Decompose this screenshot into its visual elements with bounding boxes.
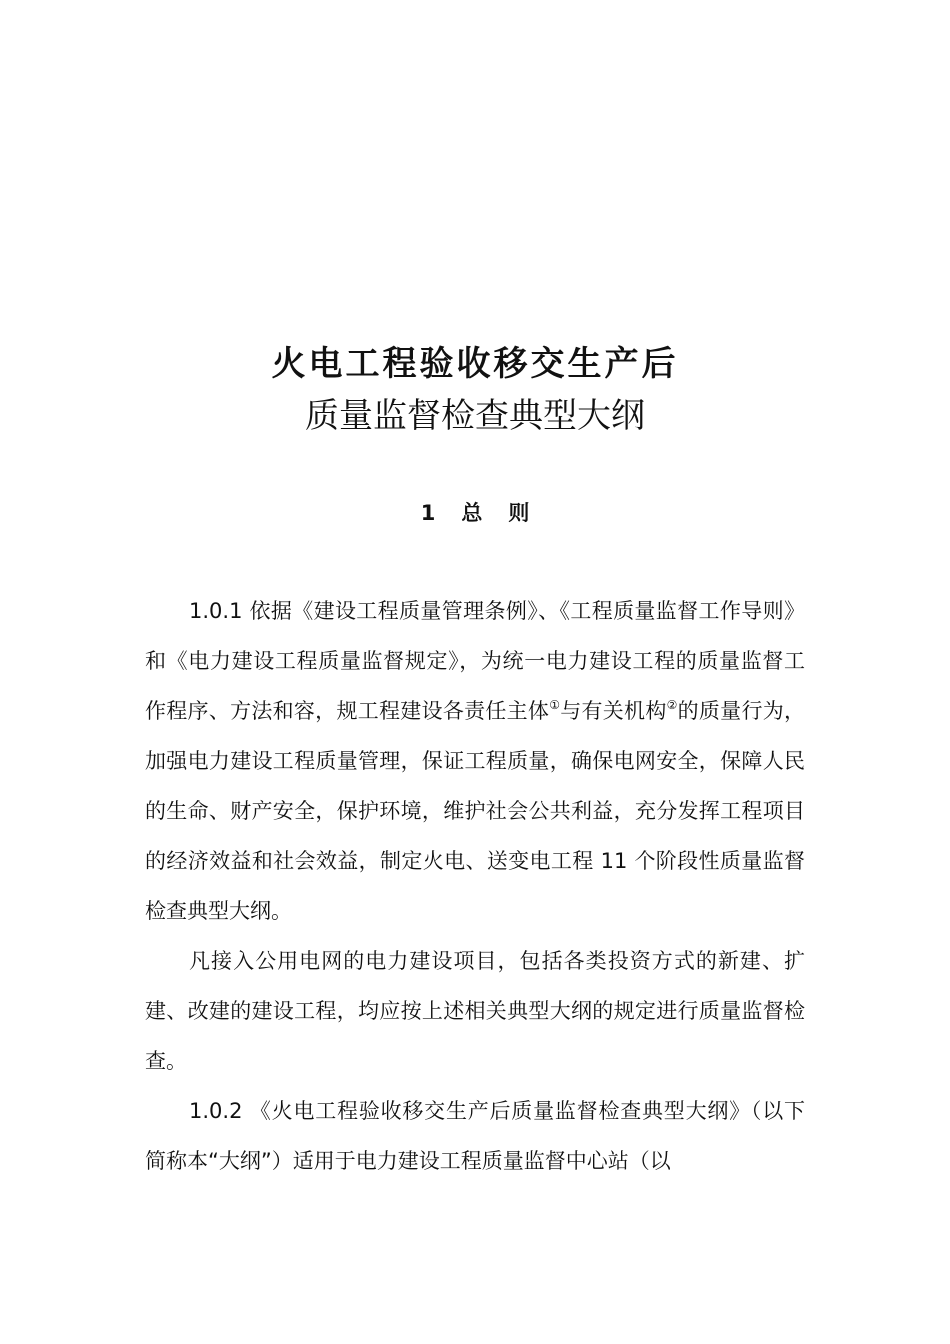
section-number: 1 [420, 501, 436, 525]
paragraph-text: 的质量行为，加强电力建设工程质量管理，保证工程质量，确保电网安全，保障人民的生命、财产安全，保护环境，维护社会公共利益，充分发挥工程项目的经济效益和社会效益，制定火电、送变电工程 11 个阶段性质量监督检查典型大纲。 [145, 699, 806, 923]
paragraph-1-0-1 [145, 586, 805, 936]
paragraph-text: 1.0.1 依据《建设工程质量管理条例》、《工程质量监督工作导则》和《电力建设工程质量监督规定》，为统一电力建设工程的质量监督工作程序、方法和容，规工程建设各责任主体 [145, 599, 805, 723]
document-title: 火电工程验收移交生产后 [271, 344, 679, 384]
section-word-2: 则 [508, 501, 530, 525]
footnote-ref-1[interactable]: ① [549, 698, 561, 712]
section-word-1: 总 [461, 501, 483, 525]
paragraph-scope: 凡接入公用电网的电力建设项目，包括各类投资方式的新建、扩建、改建的建设工程，均应按上述相关典型大纲的规定进行质量监督检查。 [145, 949, 805, 1073]
footnote-ref-2[interactable]: ② [666, 698, 678, 712]
body-text [145, 586, 805, 1186]
paragraph-1-0-2: 1.0.2 《火电工程验收移交生产后质量监督检查典型大纲》（以下简称本“大纲”）适用于电力建设工程质量监督中心站（以 [145, 1099, 805, 1173]
paragraph-text: 与有关机构 [560, 699, 667, 723]
document-subtitle: 质量监督检查典型大纲 [305, 396, 645, 436]
section-heading [0, 498, 950, 528]
